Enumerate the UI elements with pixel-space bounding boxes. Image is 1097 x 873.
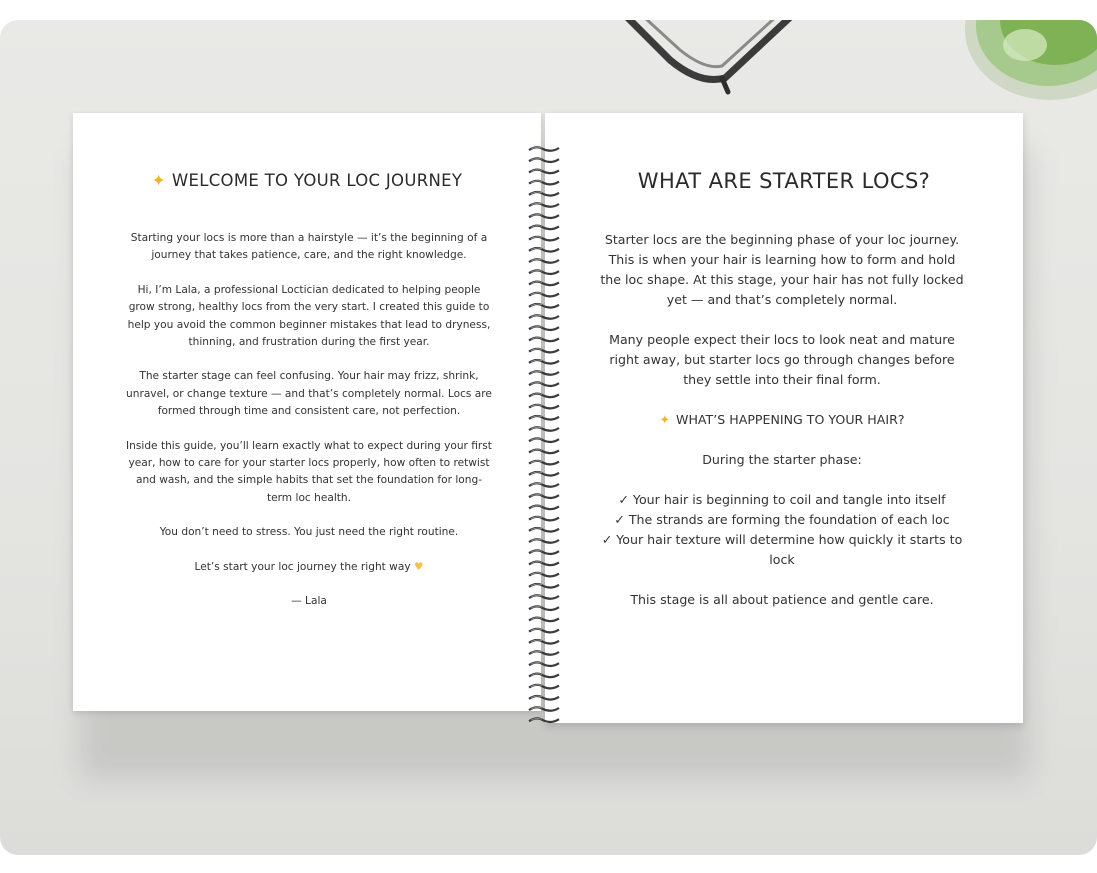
left-paragraph: The starter stage can feel confusing. Your hair may frizz, shrink, unravel, or change texture — and that’s completely normal. Locs are formed through time and consistent care, not perfection. — [126, 370, 492, 418]
spiral-coil — [529, 371, 559, 375]
spiral-coil — [529, 360, 559, 364]
checklist — [597, 490, 967, 570]
spiral-coil — [529, 539, 559, 543]
right-closing: This stage is all about patience and gentle care. — [630, 592, 934, 607]
spiral-coil — [529, 562, 559, 566]
left-paragraph: Starting your locs is more than a hairstyle — it’s the beginning of a journey that takes patience, care, and the right knowledge. — [130, 232, 488, 262]
spiral-coil — [529, 326, 559, 330]
spiral-coil — [529, 506, 559, 510]
spiral-coil — [529, 629, 559, 633]
left-page-body — [125, 230, 493, 628]
spiral-coil — [529, 494, 559, 498]
right-page-title: WHAT ARE STARTER LOCS? — [637, 169, 931, 193]
spiral-coil — [529, 181, 559, 185]
spiral-coil — [529, 606, 559, 610]
left-paragraph: Inside this guide, you’ll learn exactly what to expect during your first year, how to care for your starter locs properly, how often to retwist and wash, and the simple habits that set the foundation for long-term loc health. — [126, 439, 492, 504]
checklist-item: ✓ Your hair texture will determine how quickly it starts to lock — [601, 532, 963, 567]
right-page — [545, 113, 1023, 723]
right-page-body — [597, 230, 967, 630]
sparkle-icon: ✦ — [659, 412, 670, 427]
spiral-coil — [529, 226, 559, 230]
spiral-coil — [529, 450, 559, 454]
spiral-coil — [529, 192, 559, 196]
spiral-coil — [529, 651, 559, 655]
yellow-heart-icon: ♥ — [413, 560, 424, 573]
spiral-coil — [529, 707, 559, 711]
spiral-coil — [529, 315, 559, 319]
spiral-coil — [529, 248, 559, 252]
right-paragraph: Starter locs are the beginning phase of your loc journey. This is when your hair is learning how to form and hold the loc shape. At this stage, your hair has not fully locked yet — and that’s completely normal. — [600, 232, 964, 307]
left-paragraph: You don’t need to stress. You just need the right routine. — [159, 526, 459, 539]
left-title-text: WELCOME TO YOUR LOC JOURNEY — [171, 171, 463, 190]
spiral-coil — [529, 237, 559, 241]
spiral-coil — [529, 405, 559, 409]
starter-phase-intro: During the starter phase: — [702, 452, 862, 467]
spiral-coil — [529, 461, 559, 465]
spiral-coil — [529, 483, 559, 487]
spiral-coil — [529, 203, 559, 207]
left-page-title — [73, 171, 541, 190]
left-page — [73, 113, 541, 711]
signature: — Lala — [291, 595, 327, 608]
spiral-coil — [529, 618, 559, 622]
spiral-coil — [529, 595, 559, 599]
left-closing-text: Let’s start your loc journey the right way — [194, 560, 411, 573]
checklist-item: ✓ The strands are forming the foundation of each loc — [614, 512, 950, 527]
spiral-coil — [529, 416, 559, 420]
spiral-coil — [529, 685, 559, 689]
spiral-coil — [529, 662, 559, 666]
spiral-coil — [529, 282, 559, 286]
spiral-coil — [529, 472, 559, 476]
spiral-coil — [529, 147, 559, 151]
spiral-coil — [529, 170, 559, 174]
spiral-coil — [529, 584, 559, 588]
spiral-coil — [529, 528, 559, 532]
checklist-item: ✓ Your hair is beginning to coil and tangle into itself — [618, 492, 946, 507]
spiral-coil — [529, 214, 559, 218]
spiral-coil — [529, 349, 559, 353]
spiral-coil — [529, 304, 559, 308]
plant-cup-icon — [930, 20, 1097, 110]
left-paragraph: Hi, I’m Lala, a professional Loctician dedicated to helping people grow strong, healthy locs from the very start. I created this guide to help you avoid the common beginner mistakes that lead to dryness, thinning, and frustration during the first year. — [127, 283, 491, 349]
spiral-coil — [529, 640, 559, 644]
spiral-coil — [529, 438, 559, 442]
spiral-coil — [529, 338, 559, 342]
section-heading — [597, 410, 967, 430]
spiral-coil — [529, 517, 559, 521]
right-paragraph: Many people expect their locs to look neat and mature right away, but starter locs go through changes before they settle into their final form. — [609, 332, 955, 387]
spiral-coil — [529, 293, 559, 297]
spiral-coil — [529, 550, 559, 554]
sparkle-icon: ✦ — [151, 171, 166, 190]
spiral-coil — [529, 382, 559, 386]
spiral-coil — [529, 674, 559, 678]
spiral-coil — [529, 394, 559, 398]
spiral-coil — [529, 158, 559, 162]
spiral-coil — [529, 718, 559, 722]
eyeglasses-icon — [610, 20, 810, 110]
spiral-coil — [529, 696, 559, 700]
spiral-coil — [529, 573, 559, 577]
spiral-coil — [529, 270, 559, 274]
spiral-binding — [525, 140, 563, 730]
left-closing — [125, 559, 493, 576]
spiral-coil — [529, 427, 559, 431]
section-heading-text: WHAT’S HAPPENING TO YOUR HAIR? — [676, 412, 905, 427]
spiral-coil — [529, 259, 559, 263]
